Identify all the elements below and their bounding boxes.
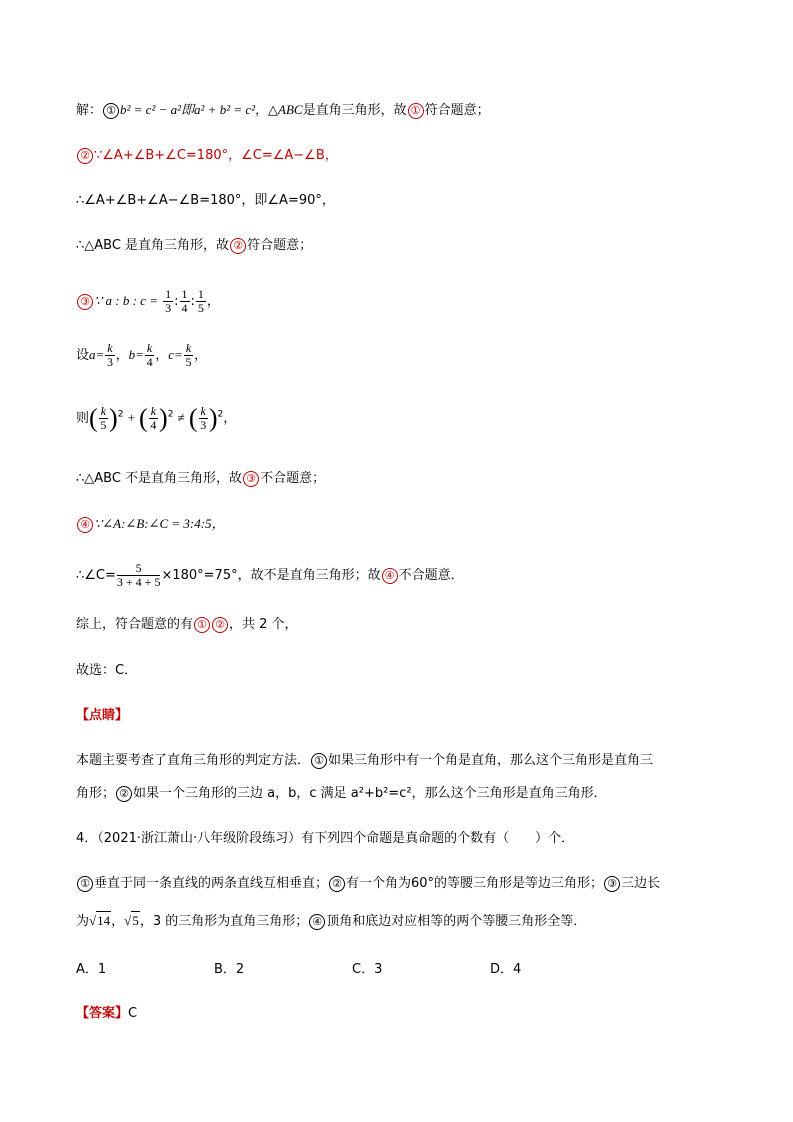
solution-item-3-ratio: ③ ∵ a : b : c = $\frac{1}{3}$ : $\frac{1}{4}$ : $\frac{1}{5}$ ， bbox=[76, 288, 220, 315]
question-4-line-2: 为√14，√5，3 的三角形为直角三角形； ④ 顶角和底边对应相等的两个等腰三角形全等． bbox=[76, 913, 587, 929]
option-d[interactable]: D．4 bbox=[490, 962, 522, 977]
option-c[interactable]: C．3 bbox=[352, 962, 383, 977]
dianjing-line-2: 角形； ② 如果一个三角形的三边 a，b，c 满足 a²+b²=c²，那么这个三角形是直角三角形． bbox=[76, 786, 607, 801]
solution-item-2-line3: ∴△ABC 是直角三角形，故 ② 符合题意； bbox=[76, 238, 313, 253]
fraction-k-3: $\frac{k}{3}$ bbox=[106, 341, 113, 369]
fraction-k-4: $\frac{k}{4}$ bbox=[146, 341, 153, 369]
sqrt-14: 14 bbox=[97, 913, 111, 928]
fraction-5-over-sum: $\frac{5}{3 + 4 + 5}$ bbox=[116, 561, 161, 589]
solution-item-3-set: 设a= $\frac{k}{3}$ ，b= $\frac{k}{4}$ ，c= $\frac{k}{5}$ ， bbox=[76, 341, 208, 369]
solution-answer: 故选：C． bbox=[76, 663, 138, 678]
circled-1: ① bbox=[103, 103, 119, 119]
sqrt-5: 5 bbox=[132, 913, 139, 928]
solution-item-4-calc: ∴∠C= $\frac{5}{3 + 4 + 5}$ ×180°=75°，故不是直角三角形；故 ④ 不合题意． bbox=[76, 561, 464, 589]
fraction-one-fifth: $\frac{1}{5}$ bbox=[197, 287, 204, 315]
solution-item-2-line1: ② ∵∠A+∠B+∠C=180°，∠C=∠A−∠B， bbox=[76, 147, 338, 165]
fraction-one-third: $\frac{1}{3}$ bbox=[165, 287, 172, 315]
question-4-stem: 4．（2021·浙江萧山·八年级阶段练习）有下列四个命题是真命题的个数有（ ）个． bbox=[76, 831, 575, 846]
question-4-options bbox=[76, 961, 628, 979]
option-a[interactable]: A．1 bbox=[76, 962, 107, 977]
question-4-answer: 【答案】C bbox=[76, 1006, 138, 1021]
option-b[interactable]: B．2 bbox=[214, 962, 245, 977]
solution-item-4-ratio: ④ ∵∠A:∠B:∠C = 3:4:5， bbox=[76, 515, 225, 534]
solution-item-1: 解： ① b² = c² − a²即a² + b² = c²，△ABC是直角三角形，故 ① 符合题意； bbox=[76, 102, 490, 118]
fraction-one-fourth: $\frac{1}{4}$ bbox=[181, 287, 188, 315]
solution-summary: 综上，符合题意的有 ① ② ，共 2 个， bbox=[76, 617, 298, 632]
dianjing-line-1: 本题主要考查了直角三角形的判定方法． ① 如果三角形中有一个角是直角，那么这个三角形是直角三 bbox=[76, 753, 654, 768]
dianjing-label: 【点睛】 bbox=[76, 708, 129, 723]
question-4-line-1: ① 垂直于同一条直线的两条直线互相垂直； ② 有一个角为60°的等腰三角形是等边三角形； ③ 三边长 bbox=[76, 875, 660, 893]
solution-item-2-line2: ∴∠A+∠B+∠A−∠B=180°，即∠A=90°， bbox=[76, 193, 335, 208]
fraction-k-5: $\frac{k}{5}$ bbox=[185, 341, 192, 369]
solution-item-3-then: 则( $\frac{k}{5}$ )$^2$ + ( $\frac{k}{4}$ )$^2$ ≠ ( $\frac{k}{3}$ )$^2$， bbox=[76, 403, 237, 433]
solution-item-3-conclusion: ∴△ABC 不是直角三角形，故 ③ 不合题意； bbox=[76, 471, 326, 486]
